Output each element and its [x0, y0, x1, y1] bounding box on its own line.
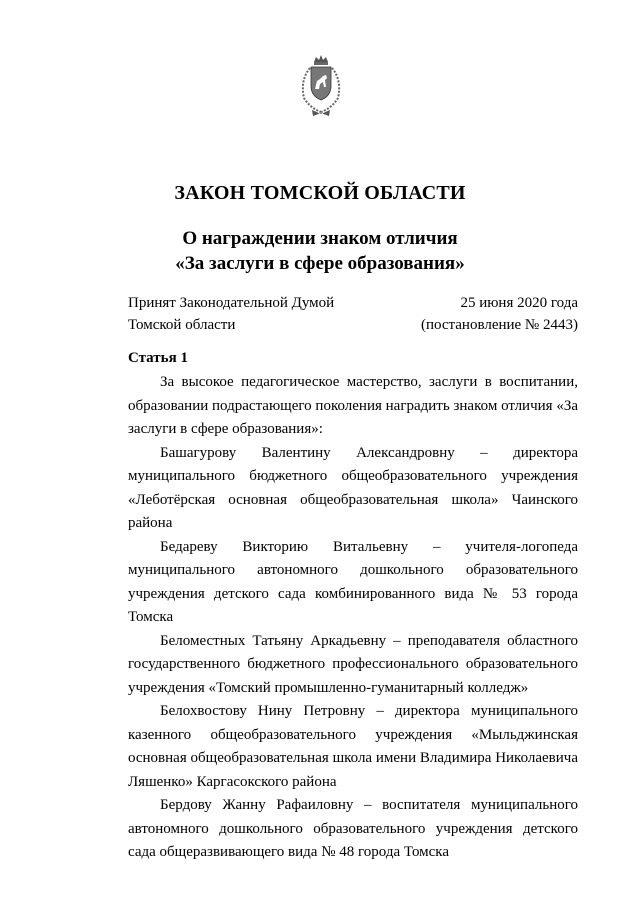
article-body [128, 371, 578, 865]
subtitle-line-2: «За заслуги в сфере образования» [175, 253, 465, 274]
law-title: ЗАКОН ТОМСКОЙ ОБЛАСТИ [174, 182, 466, 204]
recipient-paragraph: Беломестных Татьяну Аркадьевну – преподавателя областного государственного бюджетного профессионального образовательного учреждения «Томский промышленно-гуманитарный колледж» [128, 632, 578, 696]
law-subtitle [0, 226, 640, 276]
resolution-number: (постановление № 2443) [420, 317, 578, 333]
recipient-paragraph: Башагурову Валентину Александровну – директора муниципального бюджетного общеобразовательного учреждения «Леботёрская основная общеобразовательная школа» Чаинского района [128, 444, 578, 531]
adoption-date: 25 июня 2020 года [460, 295, 578, 311]
recipient-paragraph: Бедареву Викторию Витальевну – учителя-логопеда муниципального автономного дошкольного образовательного учреждения детского сада комбинированного вида № 53 города Томска [128, 538, 578, 625]
subtitle-line-1: О награждении знаком отличия [182, 228, 458, 249]
article-heading: Статья 1 [128, 350, 188, 366]
adoption-date-block [421, 292, 578, 336]
tomsk-coat-of-arms-icon [296, 54, 346, 118]
recipient-paragraph: Бердову Жанну Рафаиловну – воспитателя муниципального автономного дошкольного образовательного учреждения детского сада общеразвивающего вида № 48 города Томска [128, 797, 578, 860]
adopted-by [128, 292, 334, 336]
adopted-by-line-1: Принят Законодательной Думой [128, 295, 335, 311]
article-intro: За высокое педагогическое мастерство, заслуги в воспитании, образовании подрастающего поколения наградить знаком отличия «За заслуги в сфере образования»: [128, 374, 578, 437]
adopted-by-line-2: Томской области [128, 317, 236, 333]
recipient-paragraph: Белохвостову Нину Петровну – директора муниципального казенного общеобразовательного учреждения «Мыльджинская основная общеобразовательная школа имени Владимира Николаевича Ляшенко» Каргасокского района [128, 703, 578, 790]
